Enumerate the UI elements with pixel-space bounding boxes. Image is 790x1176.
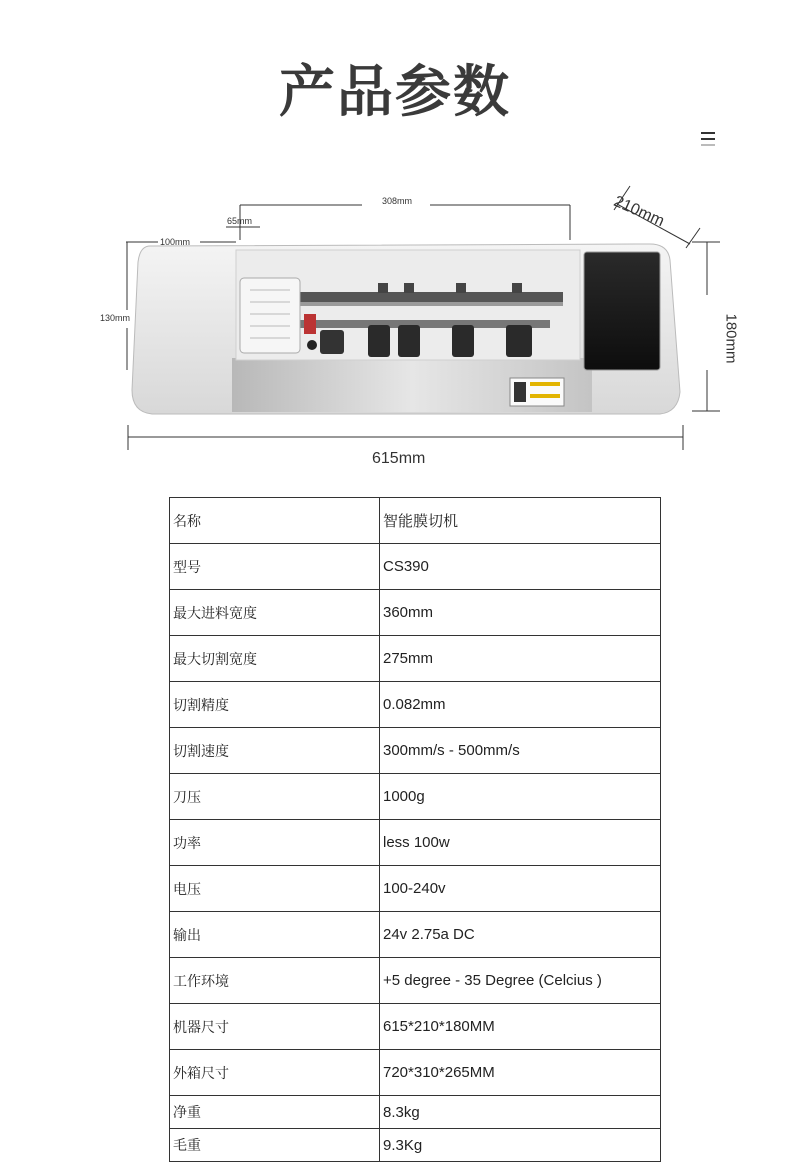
table-row: [170, 866, 661, 912]
spec-label: 刀压: [170, 774, 380, 820]
dimension-depth: 210mm: [611, 193, 667, 231]
spec-label: 工作环境: [170, 958, 380, 1004]
table-row: [170, 636, 661, 682]
table-row: [170, 912, 661, 958]
table-row: [170, 590, 661, 636]
spec-label: 机器尺寸: [170, 1004, 380, 1050]
spec-label: 毛重: [170, 1129, 380, 1162]
spec-value: 360mm: [380, 590, 661, 636]
spec-label: 切割速度: [170, 728, 380, 774]
table-row: [170, 728, 661, 774]
spec-value: 1000g: [380, 774, 661, 820]
spec-table: [169, 497, 661, 1162]
spec-label: 输出: [170, 912, 380, 958]
dimension-left-width: 100mm: [160, 237, 191, 247]
spec-value: 9.3Kg: [380, 1129, 661, 1162]
spec-label: 净重: [170, 1096, 380, 1129]
table-row: [170, 544, 661, 590]
spec-label: 功率: [170, 820, 380, 866]
dimension-height-left: 130mm: [100, 313, 131, 323]
spec-value: 24v 2.75a DC: [380, 912, 661, 958]
spec-value: 615*210*180MM: [380, 1004, 661, 1050]
page-title: 产品参数: [279, 60, 511, 125]
table-row: [170, 958, 661, 1004]
dimension-left-offset: 65mm: [227, 216, 253, 226]
spec-value: +5 degree - 35 Degree (Celcius ): [380, 958, 661, 1004]
spec-value: CS390: [380, 544, 661, 590]
spec-value: 720*310*265MM: [380, 1050, 661, 1096]
spec-label: 型号: [170, 544, 380, 590]
spec-label: 最大进料宽度: [170, 590, 380, 636]
spec-value: 300mm/s - 500mm/s: [380, 728, 661, 774]
spec-value: 智能膜切机: [380, 498, 661, 544]
table-row: [170, 1004, 661, 1050]
dimension-height-right: 180mm: [722, 313, 740, 364]
spec-label: 最大切割宽度: [170, 636, 380, 682]
table-row: [170, 820, 661, 866]
spec-value: 275mm: [380, 636, 661, 682]
table-row: [170, 1096, 661, 1129]
table-row: [170, 774, 661, 820]
table-row: [170, 1050, 661, 1096]
spec-label: 切割精度: [170, 682, 380, 728]
table-row: [170, 498, 661, 544]
spec-label: 电压: [170, 866, 380, 912]
product-dimension-diagram: [0, 0, 790, 480]
spec-value: 8.3kg: [380, 1096, 661, 1129]
spec-label: 名称: [170, 498, 380, 544]
spec-label: 外箱尺寸: [170, 1050, 380, 1096]
spec-value: 0.082mm: [380, 682, 661, 728]
cutter-machine-illustration: [0, 0, 790, 480]
table-row: [170, 1129, 661, 1162]
dimension-length-top: 308mm: [382, 196, 413, 206]
spec-value: less 100w: [380, 820, 661, 866]
table-row: [170, 682, 661, 728]
dimension-total-width: 615mm: [372, 450, 426, 467]
spec-value: 100-240v: [380, 866, 661, 912]
